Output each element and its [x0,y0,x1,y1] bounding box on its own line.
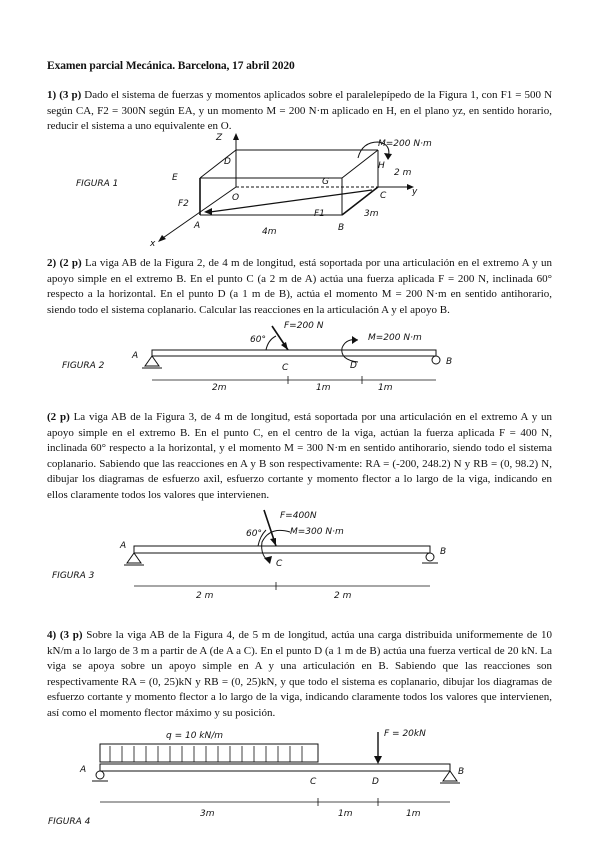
fig2-label-a: A [132,351,139,361]
q1-points: (3 p) [59,89,82,101]
fig1-moment-arrowhead [384,153,392,160]
figure-1 [0,130,600,250]
fig1-label-g: G [322,177,329,187]
q2-text: La viga AB de la Figura 2, de 4 m de longitud, está soportada por una articulación en el extremo A y un apoyo simple en el extremo B. En el punto C (a 2 m de A) actúa una fuerza aplicada F = 200 N, inclinada 60° respecto a la horizontal. En el punto D (a 1 m de B), actúa el momento M = 200 N·m en sentido antihorario, siendo todo el sistema coplanario. Calcular las reacciones en la articulación A y el apoyo B. [47,257,553,316]
fig2-label-b: B [446,357,453,367]
fig3-caption: FIGURA 3 [52,571,95,581]
fig1-label-h: H [378,161,385,171]
fig3-support-b [426,553,434,561]
fig4-caption: FIGURA 4 [48,817,91,827]
fig4-beam [100,764,450,771]
q4-points: (3 p) [59,629,83,641]
question-2 [47,256,552,318]
fig1-label-f1: F1 [314,209,325,219]
exam-title: Examen parcial Mecánica. Barcelona, 17 abril 2020 [47,60,295,72]
fig1-label-e: E [172,173,178,183]
fig1-caption: FIGURA 1 [76,179,119,189]
fig4-label-b: B [458,767,465,777]
figure-4 [0,728,600,828]
fig4-distributed-load [100,744,318,762]
fig1-label-a: A [194,221,201,231]
fig1-label-c: C [380,191,387,201]
fig1-label-x: x [150,239,156,249]
fig3-moment-label: M=300 N·m [290,527,344,537]
q1-text: Dado el sistema de fuerzas y momentos aplicados sobre el paralelepípedo de la Figura 1, con F1 = 500 N según CA, F2 = 300N según EA, y un momento M = 200 N·m aplicado en H, en el plano yz, en sentido horario, reducir el sistema a uno equivalente en O. [47,89,553,132]
fig1-dim-3m: 3m [364,209,379,219]
figure-2 [0,322,600,392]
figure-3 [0,506,600,606]
fig2-dim-1m-a: 1m [316,383,331,393]
fig3-label-a: A [120,541,127,551]
q1-number: 1) [47,89,57,101]
fig1-label-d: D [224,157,231,167]
fig1-label-y: y [412,187,418,197]
fig3-label-c: C [276,559,283,569]
fig3-force-label: F=400N [280,511,317,521]
question-1 [47,88,552,135]
fig2-angle-label: 60° [250,335,266,345]
q2-points: (2 p) [59,257,82,269]
q4-text: Sobre la viga AB de la Figura 4, de 5 m de longitud, actúa una carga distribuida uniformemente de 10 kN/m a lo largo de 3 m a partir de A (de A a C). En el punto D (a 1 m de B) actúa una fuerza vertical de 20 kN. La viga se apoya sobre un apoyo simple en A y una articulación en B. Sabiendo que las reacciones son respectivamente RA = (0, 25)kN y RB = (0, 25)kN, y que todo el sistema es coplanario, dibujar los diagramas de esfuerzo cortante y momento flector a lo largo de la viga, indicando claramente todos los valores que intervienen, así como el momento flector máximo y su posición. [47,629,552,719]
fig4-dim-1m-b: 1m [406,809,421,819]
question-3 [47,410,552,503]
fig3-beam [134,546,430,553]
fig1-moment-label: M=200 N·m [378,139,432,149]
fig2-label-c: C [282,363,289,373]
q3-text: La viga AB de la Figura 3, de 4 m de longitud, está soportada por una articulación en el extremo A y un apoyo simple en el extremo B. En el punto C, en el centro de la viga, actúan la fuerza aplicada F = 400 N, inclinada 60° respecto a la horizontal, y el momento M = 300 N·m en sentido antihorario, siendo todo el sistema coplanario. Sabiendo que las reacciones en A y B son respectivamente: RA = (-200, 248.2) N y RB = (0, 98.2) N, dibujar los diagramas de esfuerzo axil, esfuerzo cortante y momento flector a lo largo de la viga, indicando en ellos claramente todos los valores que intervienen. [47,411,553,501]
fig4-support-a [96,771,104,779]
fig1-dim-4m: 4m [262,227,277,237]
fig3-dim-2m-a: 2 m [196,591,214,601]
q2-number: 2) [47,257,57,269]
fig1-dim-2m: 2 m [394,168,412,178]
fig2-beam [152,350,436,356]
q3-points: (2 p) [47,411,70,423]
fig1-label-b: B [338,223,345,233]
fig2-label-d: D [350,361,357,371]
fig2-support-b [432,356,440,364]
fig2-dim-1m-b: 1m [378,383,393,393]
fig4-load-arrows [110,746,302,762]
fig1-label-f2: F2 [178,199,189,209]
fig4-load-label: q = 10 kN/m [166,731,224,741]
fig2-caption: FIGURA 2 [62,361,105,371]
fig3-dim-2m-b: 2 m [334,591,352,601]
fig2-force-label: F=200 N [284,321,324,331]
fig1-label-o: O [232,193,240,203]
fig4-support-b [443,771,457,781]
fig3-label-b: B [440,547,447,557]
q4-number: 4) [47,629,57,641]
fig1-label-z: Z [216,133,223,143]
fig3-angle-label: 60° [246,529,262,539]
fig2-moment-label: M=200 N·m [368,333,422,343]
fig4-force-label: F = 20kN [384,729,426,739]
fig4-label-a: A [80,765,87,775]
fig2-dim-2m: 2m [212,383,227,393]
fig4-label-c: C [310,777,317,787]
fig4-dim-3m: 3m [200,809,215,819]
fig2-support-a [145,356,159,366]
fig3-support-a [127,553,141,563]
question-4 [47,628,552,721]
fig4-dim-1m-a: 1m [338,809,353,819]
fig4-label-d: D [372,777,379,787]
